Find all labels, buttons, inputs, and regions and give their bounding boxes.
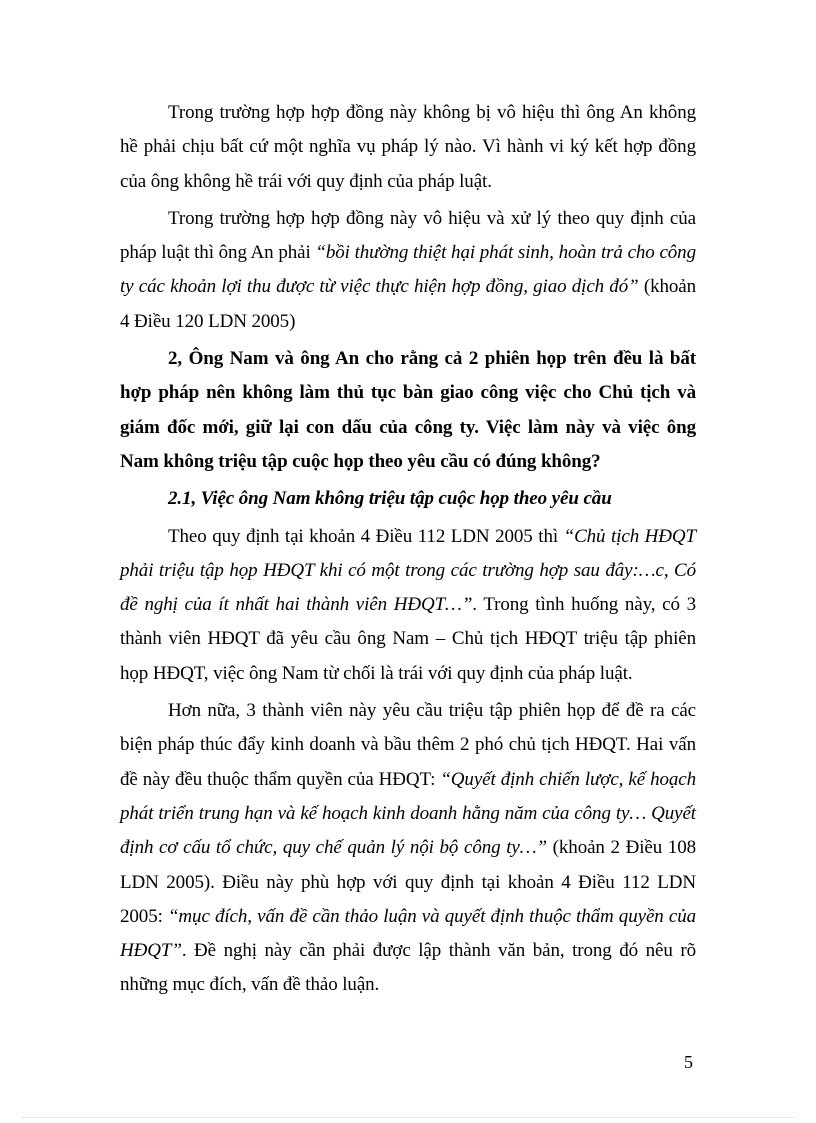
paragraph-text: . Trong tình huống này, có 3 thành viên HĐQT đã yêu cầu ông Nam – Chủ tịch HĐQT triệu tập phiên họp HĐQT, việc ông Nam từ chối là trái với quy định của pháp luật. — [120, 594, 696, 684]
paragraph-text: Trong trường hợp hợp đồng này vô hiệu và xử lý theo quy định của pháp luật thì ông An phải — [120, 207, 696, 264]
paragraph-text: Theo quy định tại khoản 4 Điều 112 LDN 2005 thì — [168, 525, 564, 547]
page-body — [120, 96, 696, 1003]
section-heading-text: 2.1, Việc ông Nam không triệu tập cuộc họp theo yêu cầu — [168, 488, 612, 510]
legal-quote: “bồi thường thiệt hại phát sinh, hoàn trả cho công ty các khoản lợi thu được từ việc thực hiện hợp đồng, giao dịch đó” — [120, 242, 696, 298]
paragraph-law-article-112 — [120, 520, 696, 691]
paragraph-text: (khoản 4 Điều 120 LDN 2005) — [120, 276, 697, 332]
page-number: 5 — [684, 1052, 693, 1072]
question-heading — [120, 342, 696, 479]
legal-quote: “mục đích, vấn đề cần thảo luận và quyết định thuộc thẩm quyền của HĐQT” — [120, 905, 696, 962]
paragraph-text: . Đề nghị này cần phải được lập thành văn bản, trong đó nêu rõ những mục đích, vấn đề thảo luận. — [120, 940, 696, 996]
paragraph-board-authority — [120, 694, 696, 1003]
paragraph-text: (khoản 2 Điều 108 LDN 2005). Điều này phù hợp với quy định tại khoản 4 Điều 112 LDN 2005: — [120, 837, 696, 927]
paragraph-contract-invalid — [120, 202, 696, 339]
paragraph-text: Hơn nữa, 3 thành viên này yêu cầu triệu tập phiên họp để đề ra các biện pháp thúc đẩy kinh doanh và bầu thêm 2 phó chủ tịch HĐQT. Hai vấn đề này đều thuộc thẩm quyền của HĐQT: — [120, 700, 696, 790]
paragraph-contract-valid — [120, 96, 696, 199]
legal-quote: “Quyết định chiến lược, kế hoạch phát triển trung hạn và kế hoạch kinh doanh hằng năm của công ty… Quyết định cơ cấu tổ chức, quy chế quản lý nội bộ công ty…” — [120, 768, 697, 859]
legal-quote: “Chủ tịch HĐQT phải triệu tập họp HĐQT khi có một trong các trường hợp sau đây:…c, Có đề nghị của ít nhất hai thành viên HĐQT…” — [120, 525, 697, 616]
section-heading — [120, 482, 696, 516]
page-bottom-divider — [22, 1117, 794, 1118]
paragraph-text: Trong trường hợp hợp đồng này không bị vô hiệu thì ông An không hề phải chịu bất cứ một nghĩa vụ pháp lý nào. Vì hành vi ký kết hợp đồng của ông không hề trái với quy định của pháp luật. — [120, 102, 696, 192]
question-text: 2, Ông Nam và ông An cho rằng cả 2 phiên họp trên đều là bất hợp pháp nên không làm thủ tục bàn giao công việc cho Chủ tịch và giám đốc mới, giữ lại con dấu của công ty. Việc làm này và việc ông Nam không triệu tập cuộc họp theo yêu cầu có đúng không? — [120, 348, 696, 472]
